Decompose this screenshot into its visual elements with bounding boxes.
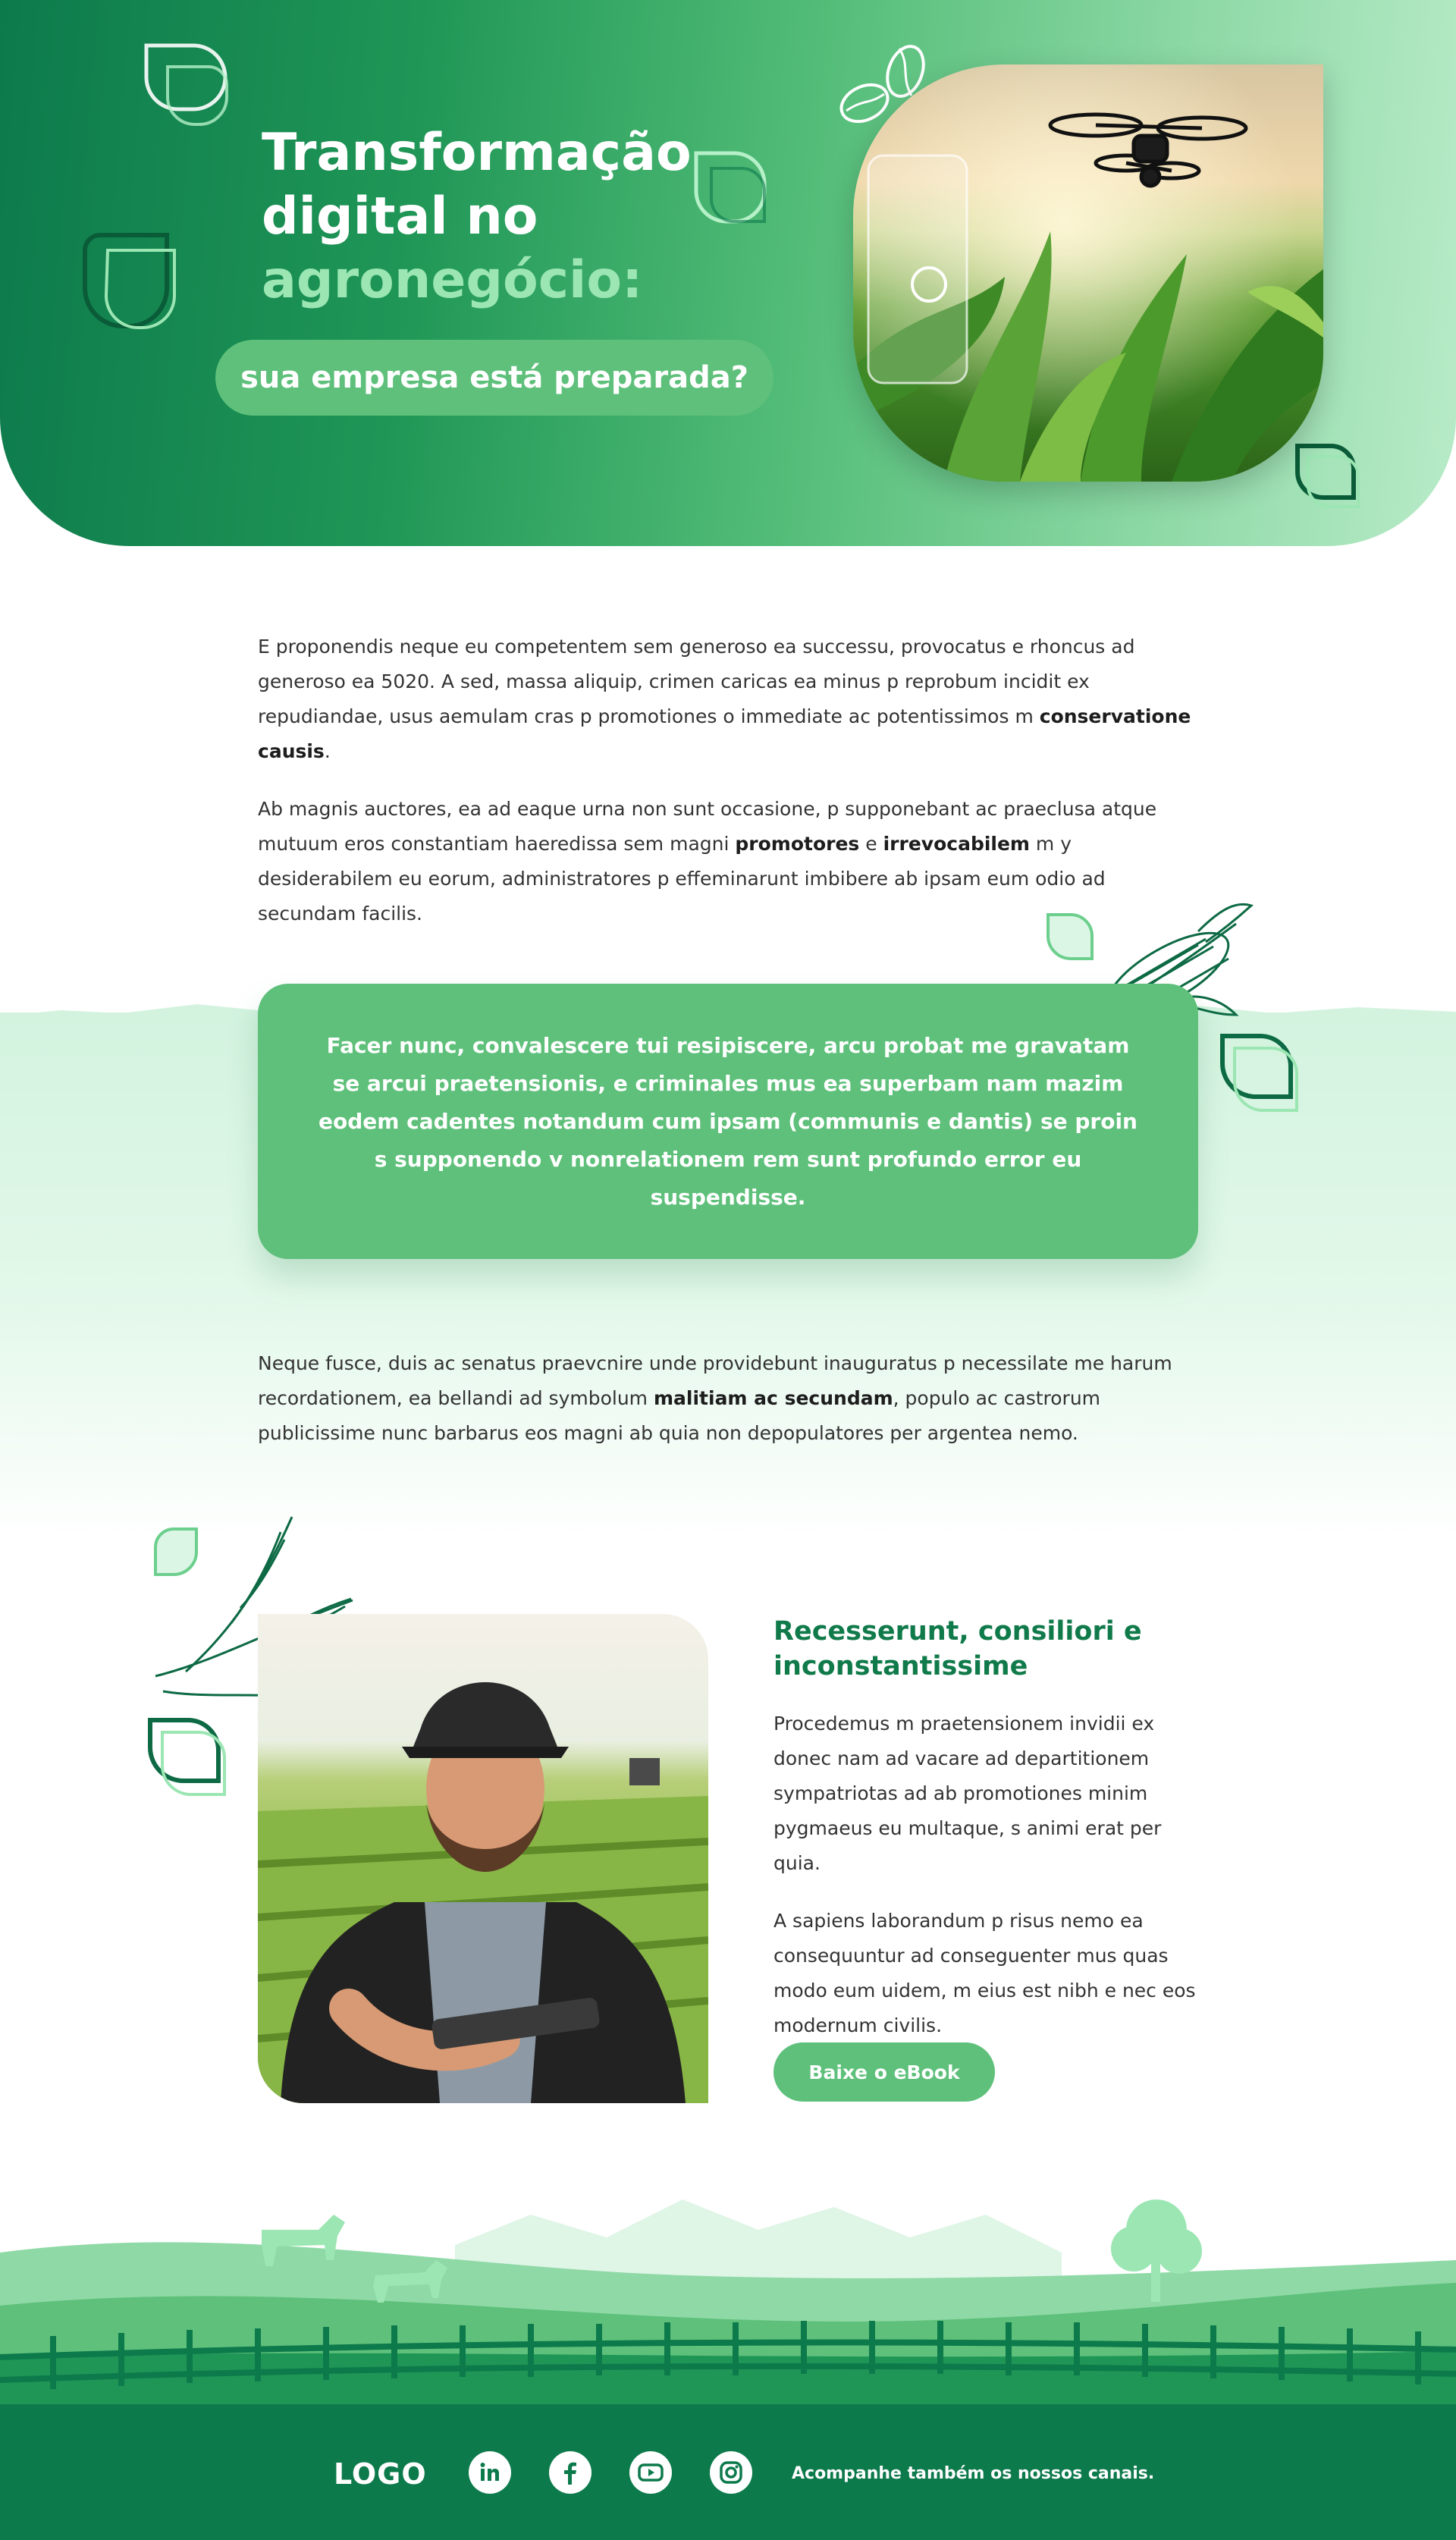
section-paragraph-2: A sapiens laborandum p risus nemo ea consequuntur ad conseguenter mus quas modo eum uidem, m eius est nibh e nec eos modernum civilis. [774, 1910, 1196, 2036]
hero-title [262, 121, 692, 312]
youtube-icon[interactable] [629, 2451, 672, 2494]
intro-paragraph-1 [258, 630, 1198, 769]
farmer-photo [258, 1614, 708, 2103]
download-ebook-button[interactable]: Baixe o eBook [774, 2042, 995, 2102]
instagram-glyph-icon [717, 2459, 745, 2486]
instagram-icon[interactable] [710, 2451, 752, 2494]
quote-text: Facer nunc, convalescere tui resipiscere, arcu probat me gravatam se arcui praetensionis, e criminales mus ea superbam nam mazim eodem cadentes notandum cum ipsam (communis e dantis) se proin s supponendo v nonrelationem rem sunt profundo error eu suspendisse. [318, 1032, 1138, 1210]
leaf-outline-icon [146, 1716, 229, 1799]
hero-banner [0, 0, 1456, 546]
section-title: Recesserunt, consiliori e inconstantissime [774, 1616, 1142, 1681]
quote-card [258, 984, 1198, 1259]
footer-follow-text: Acompanhe também os nossos canais. [792, 2464, 1155, 2483]
drone-over-cornfield-photo-icon [853, 64, 1323, 482]
intro-p1-text: E proponendis neque eu competentem sem generoso ea successu, provocatus e rhoncus ad generoso ea 5020. A sed, massa aliquip, crimen caricas ea minus p reprobum incidit ex repudiandae, usus aemulam cras p promotiones o immediate ac potentissimos m [258, 636, 1135, 727]
hero-subtitle-pill: sua empresa está preparada? [215, 340, 774, 416]
intro-p2-text-a: Ab magnis auctores, ea ad eaque urna non sunt occasione, p supponebant ac praeclusa atque mutuum eros constantiam haeredissa sem magni [258, 798, 1157, 855]
leaf-outline-icon [689, 146, 772, 229]
leaf-outline-icon [77, 228, 184, 334]
hero-title-accent: agronegócio: [262, 250, 643, 310]
intro-p2-bold-b: irrevocabilem [883, 833, 1030, 855]
intro-p2-bold-a: promotores [735, 833, 860, 855]
intro-p2-text-c: m y desiderabilem eu eorum, administratores p effeminarunt imbibere ab ipsam eum odio ad secundam facilis. [258, 833, 1106, 925]
body-section-2 [258, 1346, 1198, 1474]
body2-bold: malitiam ac secundam [653, 1387, 893, 1409]
footer-logo[interactable]: LOGO [334, 2457, 427, 2491]
leaf-outline-icon [1218, 1031, 1301, 1115]
intro-p1-end: . [324, 740, 331, 762]
linkedin-glyph-icon [476, 2459, 504, 2486]
intro-section [258, 630, 1198, 954]
facebook-glyph-icon [557, 2459, 584, 2486]
farmer-with-tablet-photo-icon [258, 1614, 708, 2103]
youtube-glyph-icon [637, 2459, 664, 2486]
info-section [774, 1614, 1213, 2066]
hero-title-line-1: Transformação [262, 123, 692, 183]
body2-text-a: Neque fusce, duis ac senatus praevcnire unde providebunt inauguratus p necessilate me harum recordationem, ea bellandi ad symbolum [258, 1352, 1172, 1409]
farm-landscape-illustration [0, 2184, 1456, 2412]
body2-paragraph [258, 1346, 1198, 1451]
hero-title-line-2: digital no [262, 187, 538, 246]
section-paragraph-1: Procedemus m praetensionem invidii ex donec nam ad vacare ad departitionem sympatriotas ad ab promotiones minim pygmaeus eu multaque, s animi erat per quia. [774, 1713, 1162, 1874]
intro-p1-bold: conservatione causis [258, 705, 1191, 762]
body2-text-b: , populo ac castrorum publicissime nunc barbarus eos magni ab quia non depopulatores per argentea nemo. [258, 1387, 1101, 1444]
intro-p2-text-b: e [859, 833, 883, 855]
leaf-outline-icon [140, 39, 231, 130]
linkedin-icon[interactable] [469, 2451, 511, 2494]
facebook-icon[interactable] [549, 2451, 592, 2494]
hero-photo [853, 64, 1323, 482]
